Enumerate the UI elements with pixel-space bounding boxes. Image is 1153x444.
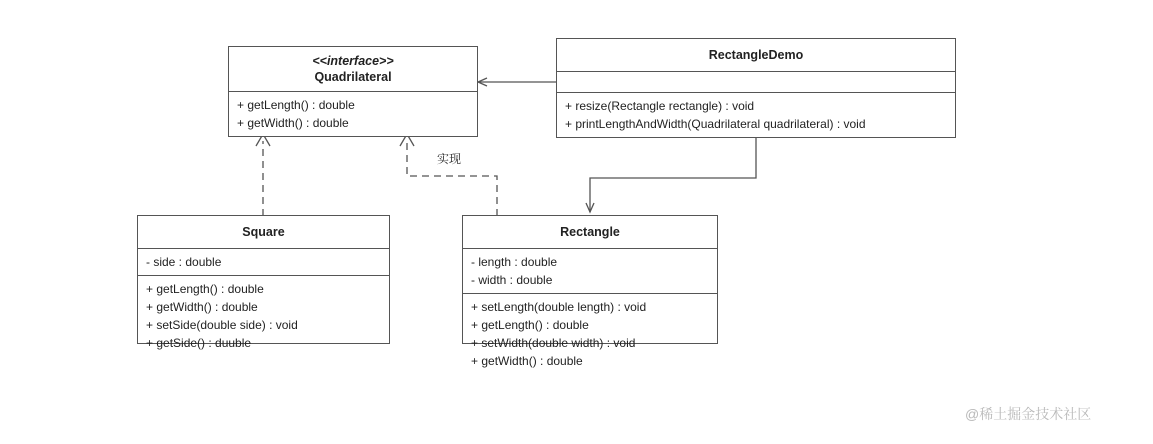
class-method: + setSide(double side) : void — [146, 318, 298, 332]
class-attributes-rectangledemo — [557, 72, 955, 93]
class-methods-square — [138, 276, 389, 356]
class-attributes-square — [138, 249, 389, 276]
class-methods-rectangle — [463, 294, 717, 374]
class-box-square[interactable] — [137, 215, 390, 350]
class-attribute: - width : double — [471, 273, 553, 287]
class-method: + setLength(double length) : void — [471, 300, 647, 314]
class-method: + printLengthAndWidth(Quadrilateral quadrilateral) : void — [565, 117, 866, 131]
class-method: + getWidth() : double — [146, 300, 258, 314]
class-method: + getLength() : double — [146, 282, 264, 296]
class-methods-quadrilateral — [229, 92, 477, 136]
class-name: Square — [242, 225, 285, 239]
connector-demo-to-rectangle — [590, 131, 756, 212]
class-name: RectangleDemo — [708, 48, 804, 62]
class-header-square — [138, 216, 389, 249]
class-attributes-rectangle — [463, 249, 717, 294]
class-header-quadrilateral — [229, 47, 477, 92]
class-methods-rectangledemo — [557, 93, 955, 137]
class-name: Rectangle — [560, 225, 620, 239]
class-method: + getLength() : double — [471, 318, 589, 332]
class-method: + setWidth(double width) : void — [471, 336, 636, 350]
class-box-rectangledemo[interactable] — [556, 38, 956, 138]
watermark: @稀土掘金技术社区 — [965, 406, 1092, 422]
class-attribute: - length : double — [471, 255, 558, 269]
edge-label-realize: 实现 — [437, 152, 462, 166]
class-stereotype: <<interface>> — [312, 54, 394, 68]
class-method: + resize(Rectangle rectangle) : void — [565, 99, 755, 113]
class-header-rectangle — [463, 216, 717, 249]
class-box-quadrilateral[interactable] — [228, 46, 478, 137]
class-attribute: - side : double — [146, 255, 222, 269]
class-method: + getLength() : double — [237, 98, 355, 112]
class-method: + getSide() : duuble — [146, 336, 252, 350]
class-box-rectangle[interactable] — [462, 215, 718, 368]
class-method: + getWidth() : double — [237, 116, 349, 130]
connector-rectangle-realizes-quadrilateral — [400, 134, 497, 216]
connector-square-realizes-quadrilateral — [256, 134, 270, 216]
class-method: + getWidth() : double — [471, 354, 583, 368]
class-name: Quadrilateral — [314, 70, 392, 84]
class-header-rectangledemo — [557, 39, 955, 72]
